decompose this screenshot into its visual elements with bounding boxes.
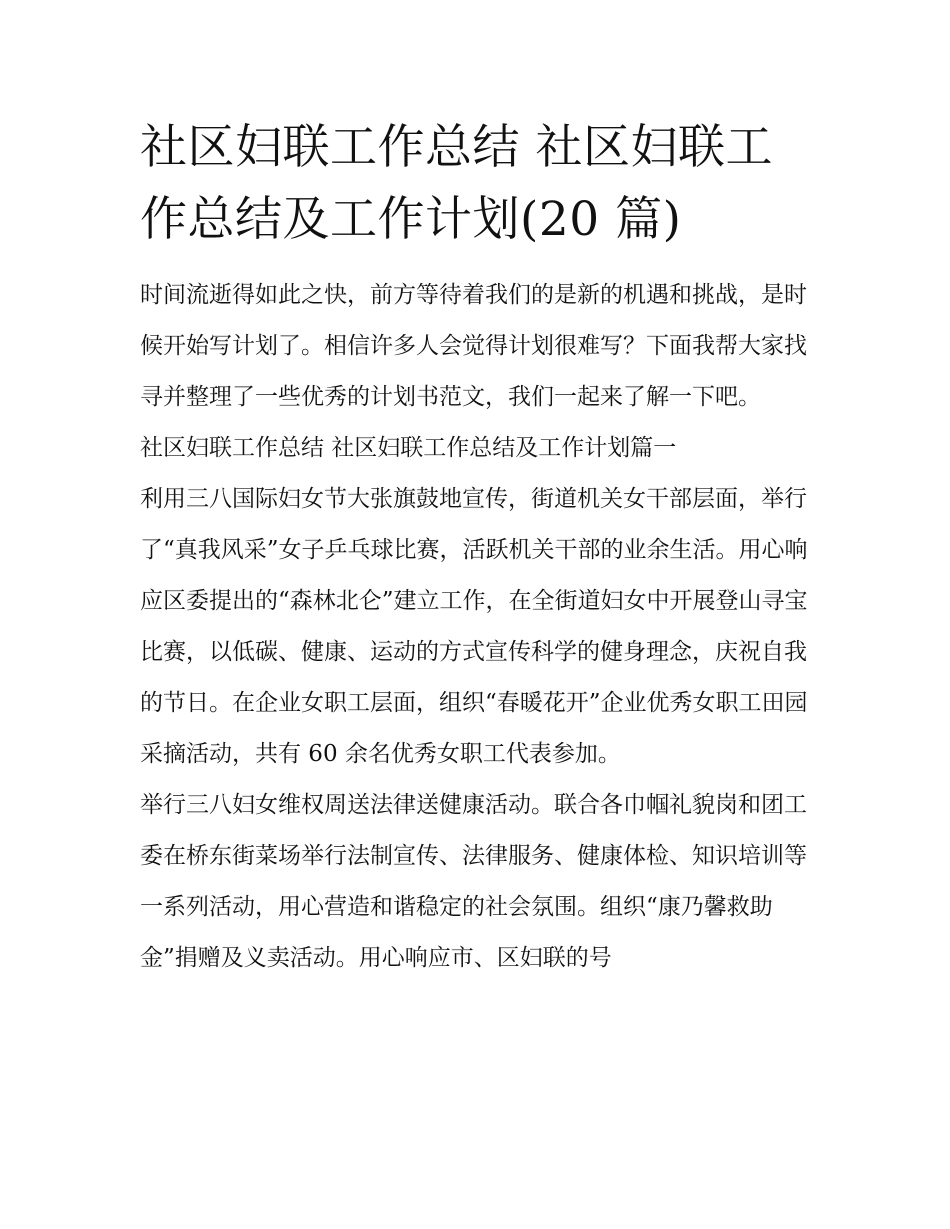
document-title: 社区妇联工作总结 社区妇联工作总结及工作计划(20 篇) (140, 120, 773, 247)
section-heading: 社区妇联工作总结 社区妇联工作总结及工作计划篇一 (140, 435, 677, 461)
intro-paragraph: 时间流逝得如此之快，前方等待着我们的是新的机遇和挑战，是时候开始写计划了。相信许多人会觉得计划很难写？下面我帮大家找寻并整理了一些优秀的计划书范文，我们一起来了解一下吧。 (140, 282, 807, 410)
document-body (140, 112, 820, 984)
body-paragraph: 利用三八国际妇女节大张旗鼓地宣传，街道机关女干部层面，举行了“真我风采”女子乒乓球比赛，活跃机关干部的业余生活。用心响应区委提出的“森林北仑”建立工作，在全街道妇女中开展登山寻宝比赛，以低碳、健康、运动的方式宣传科学的健身理念，庆祝自我的节日。在企业女职工层面，组织“春暖花开”企业优秀女职工田园采摘活动，共有 60 余名优秀女职工代表参加。 (140, 486, 808, 767)
body-paragraph: 举行三八妇女维权周送法律送健康活动。联合各巾帼礼貌岗和团工委在桥东街菜场举行法制宣传、法律服务、健康体检、知识培训等一系列活动，用心营造和谐稳定的社会氛围。组织“康乃馨救助金”捐赠及义卖活动。用心响应市、区妇联的号 (140, 792, 807, 971)
